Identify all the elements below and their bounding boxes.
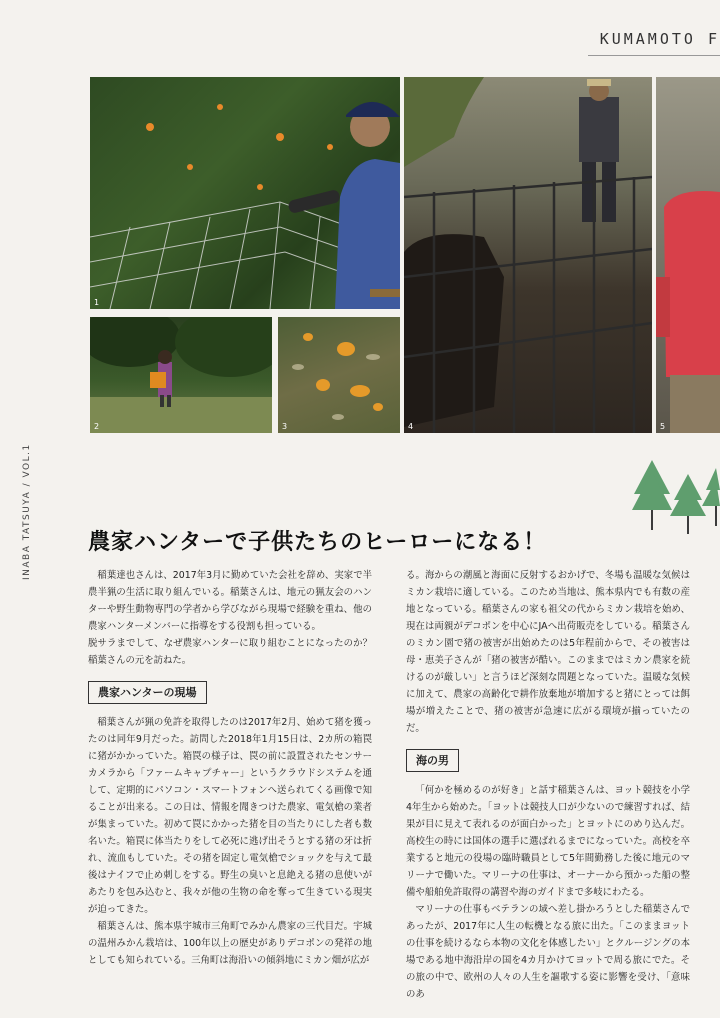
photo-man-red-jacket	[656, 77, 720, 433]
photo-boar-cage-trap	[404, 77, 652, 433]
photo-number-2: 2	[94, 422, 100, 431]
photo-number-3: 3	[282, 422, 288, 431]
photo-child-orchard-illustration	[90, 317, 272, 433]
tree-decoration	[632, 460, 720, 540]
section-heading-man-of-sea: 海の男	[406, 749, 459, 772]
section1-paragraph: 稲葉さんは、熊本県宇城市三角町でみかん農家の三代目だ。宇城の温州みかん栽培は、100年以上の歴史がありデコポンの発祥の地としても知られている。三角町は海沿いの傾斜地にミカン畑が広が	[88, 921, 372, 966]
intro-paragraph: 稲葉達也さんは、2017年3月に勤めていた会社を辞め、実家で半農半猟の生活に取り組んでいる。稲葉さんは、地元の猟友会のハンターや野生動物専門の学者から学びながら現場で経験を重ね、他の農家ハンターメンバーに指導をする役割も担っている。	[88, 570, 372, 632]
photo-number-5: 5	[660, 422, 666, 431]
section1-paragraph: 稲葉さんが猟の免許を取得したのは2017年2月、始めて猪を獲ったのは同年9月だった。訪問した2018年1月15日は、2カ所の箱罠に猪がかかっていた。箱罠の様子は、罠の前に設置されたセンサーカメラから「ファームキャプチャー」というクラウドシステムを通して、定期的にパソコン・スマートフォンへ送られてくる画像で知ることが出来る。この日は、情報を聞きつけた農家、電気槍の業者が集まっていた。初めて罠にかかった猪を目の当たりにした者も数名いた。箱罠に体当たりをして必死に逃げ出そうとする猪の牙は折れ、流血もしていた。その猪を固定し電気槍でショックを与えて最後はナイフで止め刺しをする。野生の臭いと息絶える猪の息使いがあたりを包み込むと、我々が他の生物の命を奪って生きている現実が迫ってきた。	[88, 717, 372, 915]
issue-side-label: INABA TATSUYA / VOL.1	[22, 443, 32, 580]
header-rule	[588, 55, 720, 56]
section2-paragraph: 「何かを極めるのが好き」と話す稲葉さんは、ヨット競技を小学4年生から始めた。「ヨットは競技人口が少ないので練習すれば、結果が目に見えて表れるのが面白かった」とヨットにのめり込んだ。高校生の時には国体の選手に選ばれるまでになっていた。高校を卒業すると地元の役場の臨時職員として5年間勤務した後に地元のマリーナで働いた。マリーナの仕事は、オーナーから預かった船の整備や船舶免許取得の講習や海のガイドまで多岐にわたる。	[406, 785, 690, 898]
intro-question: 脱サラまでして、なぜ農家ハンターに取り組むことになったのか？稲葉さんの元を訪ねた。	[88, 638, 372, 666]
photo-net-setting-illustration	[90, 77, 400, 309]
continued-paragraph: る。海からの潮風と海面に反射するおかげで、冬場も温暖な気候はミカン栽培に適している。このため当地は、熊本県内でも有数の産地となっている。稲葉さんの家も祖父の代からミカン栽培を始め、現在は両親がデコポンを中心にJAへ出荷販売をしている。稲葉さんのミカン園で猪の被害が出始めたのは5年程前からで、その被害は母・恵美子さんが「猪の被害が酷い。このままではミカン農家を続けるのが厳しい」と言うほど深刻な問題となっていた。温暖な気候に加えて、農家の高齢化で耕作放棄地が増加すると猪にとっては餌場が増えたことで、猪の被害が急速に広がる環境が揃っていたのだ。	[406, 570, 690, 734]
tree-illustration	[632, 460, 720, 540]
section2-paragraph: マリーナの仕事もベテランの域へ差し掛かろうとした稲葉さんであったが、2017年に人生の転機となる旅に出た。「このままヨットの仕事を続けるなら本物の文化を体感したい」とクルージングの本場である地中海沿岸の国を4カ月かけてヨットで周る旅にでた。その旅の中で、欧州の人々の人生を謳歌する姿に影響を受け、「意味のあ	[406, 904, 690, 1000]
photo-net-setting	[90, 77, 400, 309]
photo-damaged-mandarins-illustration	[278, 317, 400, 433]
section-heading-hunter-field: 農家ハンターの現場	[88, 681, 207, 704]
photo-damaged-mandarins	[278, 317, 400, 433]
article-column-right	[406, 567, 690, 1003]
magazine-brand: KUMAMOTO F	[599, 30, 720, 48]
photo-man-red-jacket-illustration	[656, 77, 720, 433]
photo-boar-cage-trap-illustration	[404, 77, 652, 433]
photo-number-1: 1	[94, 298, 100, 307]
photo-number-4: 4	[408, 422, 414, 431]
photo-child-orchard	[90, 317, 272, 433]
article-column-left	[88, 567, 372, 969]
article-title: 農家ハンターで子供たちのヒーローになる！	[88, 529, 547, 555]
